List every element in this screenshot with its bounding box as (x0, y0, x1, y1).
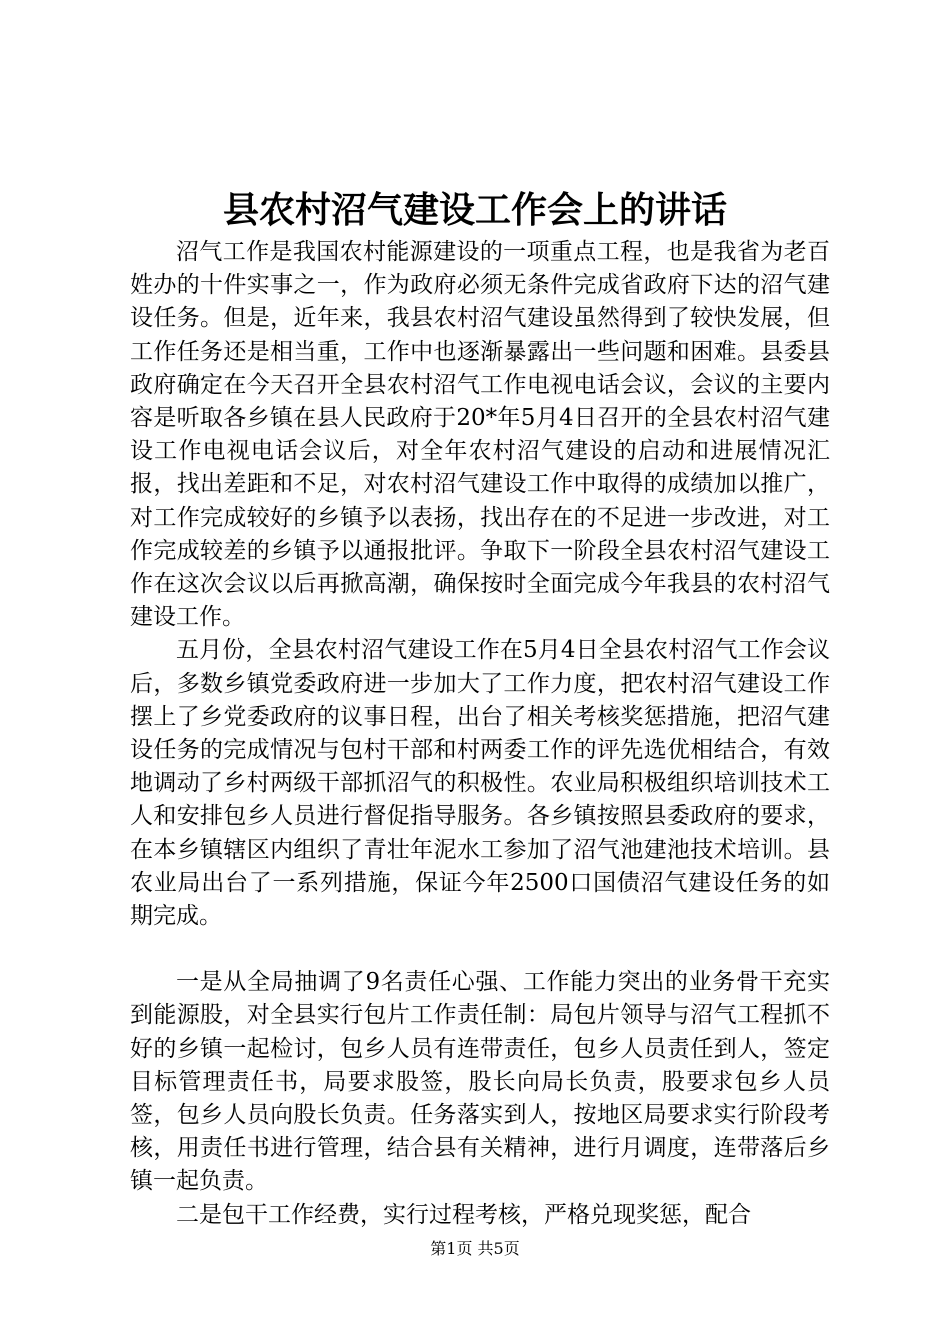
paragraph-gap (130, 933, 830, 966)
paragraph: 一是从全局抽调了9名责任心强、工作能力突出的业务骨干充实到能源股，对全县实行包片工作责任制：局包片领导与沼气工程抓不好的乡镇一起检讨，包乡人员有连带责任，包乡人员责任到人，签定目标管理责任书，局要求股签，股长向局长负责，股要求包乡人员签，包乡人员向股长负责。任务落实到人，按地区局要求实行阶段考核，用责任书进行管理，结合县有关精神，进行月调度，连带落后乡镇一起负责。 (130, 969, 830, 1195)
page-number-footer: 第1页 共5页 (430, 1239, 520, 1258)
paragraph: 沼气工作是我国农村能源建设的一项重点工程，也是我省为老百姓办的十件实事之一，作为政府必须无条件完成省政府下达的沼气建设任务。但是，近年来，我县农村沼气建设虽然得到了较快发展，但工作任务还是相当重，工作中也逐渐暴露出一些问题和困难。县委县政府确定在今天召开全县农村沼气工作电视电话会议，会议的主要内容是听取各乡镇在县人民政府于20*年5月4日召开的全县农村沼气建设工作电视电话会议后，对全年农村沼气建设的启动和进展情况汇报，找出差距和不足，对农村沼气建设工作中取得的成绩加以推广，对工作完成较好的乡镇予以表扬，找出存在的不足进一步改进，对工作完成较差的乡镇予以通报批评。争取下一阶段全县农村沼气建设工作在这次会议以后再掀高潮，确保按时全面完成今年我县的农村沼气建设工作。 (130, 239, 830, 631)
paragraph: 五月份，全县农村沼气建设工作在5月4日全县农村沼气工作会议后，多数乡镇党委政府进一步加大了工作力度，把农村沼气建设工作摆上了乡党委政府的议事日程，出台了相关考核奖惩措施，把沼气建设任务的完成情况与包村干部和村两委工作的评先选优相结合，有效地调动了乡村两级干部抓沼气的积极性。农业局积极组织培训技术工人和安排包乡人员进行督促指导服务。各乡镇按照县委政府的要求，在本乡镇辖区内组织了青壮年泥水工参加了沼气池建池技术培训。县农业局出台了一系列措施，保证今年2500口国债沼气建设任务的如期完成。 (130, 637, 830, 930)
document-title: 县农村沼气建设工作会上的讲话 (222, 189, 727, 231)
document-body (130, 236, 830, 1232)
paragraph: 二是包干工作经费，实行过程考核，严格兑现奖惩，配合 (176, 1201, 751, 1228)
